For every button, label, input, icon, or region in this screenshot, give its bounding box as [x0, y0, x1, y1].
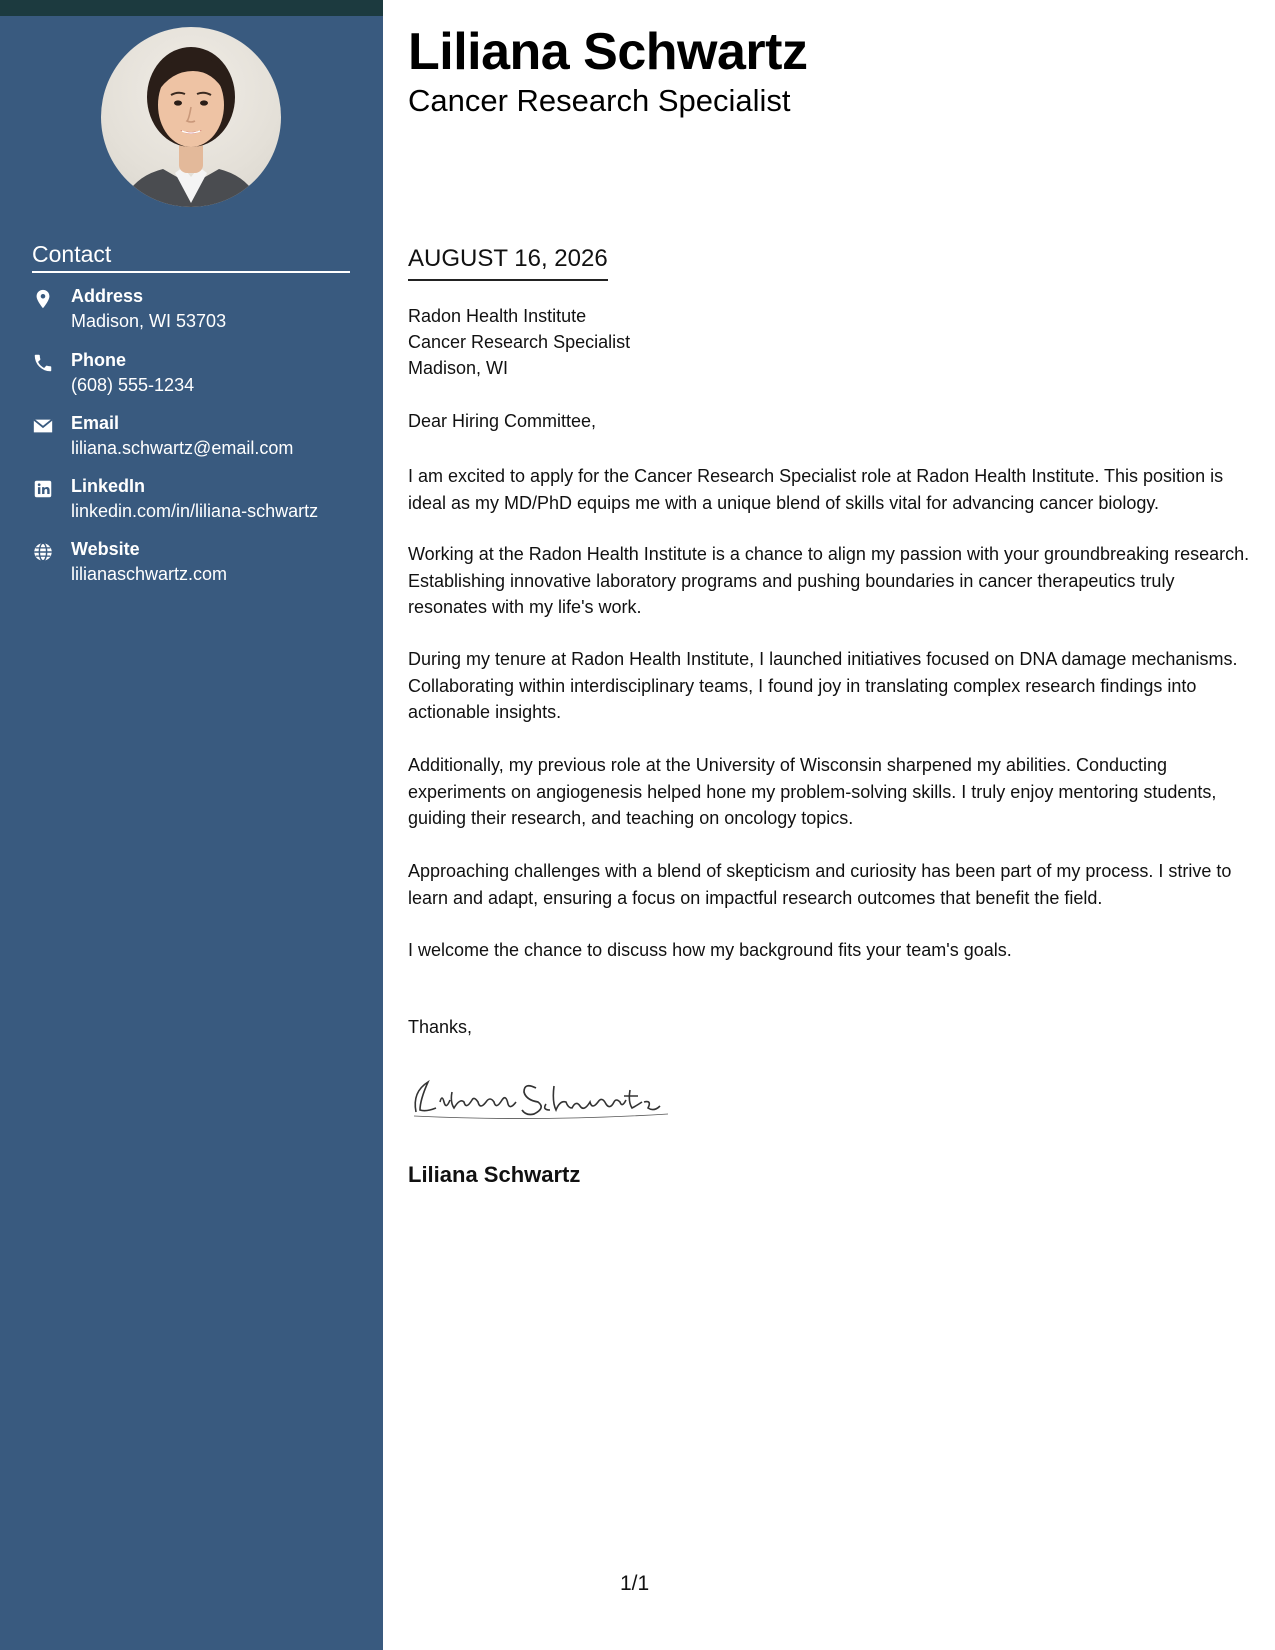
recipient-organization: Radon Health Institute: [408, 306, 587, 326]
avatar-portrait: [101, 27, 281, 207]
sidebar: [0, 0, 383, 1650]
letter-paragraph: Approaching challenges with a blend of skepticism and curiosity has been part of my process. I strive to learn and adapt, ensuring a focus on impactful research outcomes that benefit the field.: [408, 861, 1232, 908]
letter-paragraph: Additionally, my previous role at the University of Wisconsin sharpened my abilities. Conducting experiments on angiogenesis helped hone my problem-solving skills. I truly enjoy mentoring students, guiding their research, and teaching on oncology topics.: [408, 755, 1217, 828]
letter-paragraph: I am excited to apply for the Cancer Research Specialist role at Radon Health Institute. This position is ideal as my MD/PhD equips me with a unique blend of skills vital for advancing cancer biology.: [408, 466, 1224, 513]
linkedin-icon: [32, 478, 54, 500]
applicant-name: Liliana Schwartz: [408, 23, 808, 81]
contact-label-email: Email: [71, 413, 120, 433]
avatar: [101, 27, 281, 207]
map-pin-icon: [32, 288, 54, 310]
contact-value-address: Madison, WI 53703: [71, 311, 227, 331]
phone-icon: [32, 352, 54, 374]
letter-greeting: Dear Hiring Committee,: [408, 411, 597, 431]
letter-paragraph: During my tenure at Radon Health Institute, I launched initiatives focused on DNA damage mechanisms. Collaborating within interdisciplinary teams, I found joy in translating complex research findings into actionable insights.: [408, 649, 1238, 722]
contact-label-website: Website: [71, 539, 140, 559]
envelope-icon: [32, 415, 54, 437]
contact-label-phone: Phone: [71, 350, 127, 370]
letter-closing: Thanks,: [408, 1017, 473, 1037]
signature-image: [406, 1072, 676, 1122]
applicant-title: Cancer Research Specialist: [408, 83, 791, 118]
recipient-block: [408, 303, 630, 381]
contact-label-address: Address: [71, 286, 144, 306]
contact-label-linkedin: LinkedIn: [71, 476, 146, 496]
contact-value-linkedin[interactable]: linkedin.com/in/liliana-schwartz: [71, 501, 319, 521]
contact-heading: Contact: [32, 241, 350, 273]
contact-value-website[interactable]: lilianaschwartz.com: [71, 564, 228, 584]
letter-paragraph: Working at the Radon Health Institute is a chance to align my passion with your groundbreaking research. Establishing innovative laboratory programs and pushing boundaries in cancer therapeutics truly resonates with my life's work.: [408, 544, 1250, 617]
page-number: 1/1: [620, 1572, 650, 1595]
globe-icon: [32, 541, 54, 563]
recipient-position: Cancer Research Specialist: [408, 332, 631, 352]
handwritten-signature: [406, 1072, 676, 1127]
signed-name: Liliana Schwartz: [408, 1162, 581, 1187]
contact-value-phone: (608) 555-1234: [71, 375, 195, 395]
letter-paragraph: I welcome the chance to discuss how my background fits your team's goals.: [408, 940, 1012, 960]
sidebar-top-band: [0, 0, 383, 16]
contact-value-email[interactable]: liliana.schwartz@email.com: [71, 438, 294, 458]
recipient-location: Madison, WI: [408, 358, 509, 378]
letter-date: AUGUST 16, 2026: [408, 245, 608, 281]
